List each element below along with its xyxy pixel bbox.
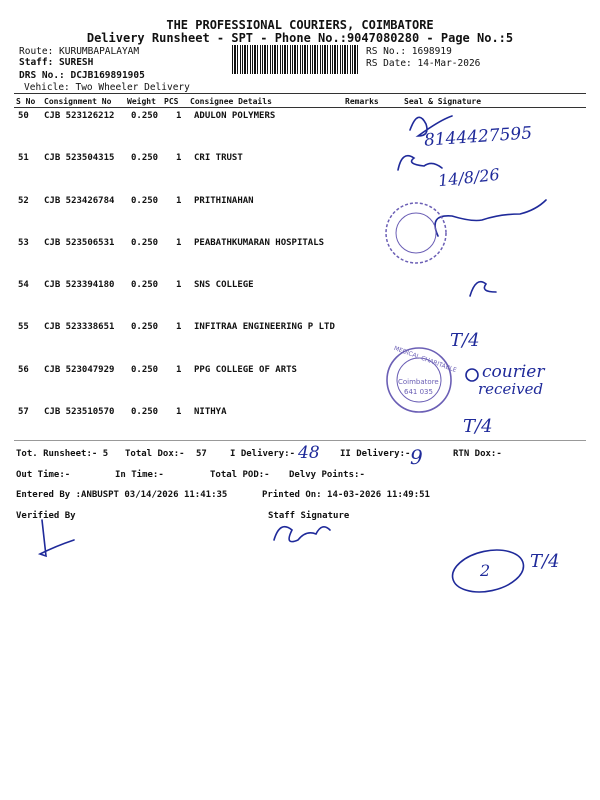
col-consignment: Consignment No: [44, 97, 112, 106]
ii-delivery-label: II Delivery:-: [340, 449, 411, 459]
delvy-points-label: Delvy Points:-: [289, 470, 365, 480]
in-time-label: In Time:-: [115, 470, 164, 480]
runsheet-subtitle: Delivery Runsheet - SPT - Phone No.:9047080280 - Page No.:5: [86, 31, 514, 45]
drs-number: DRS No.: DCJB169891905: [19, 70, 145, 81]
signature-scribble-51: [398, 156, 442, 170]
row-consignee: CRI TRUST: [194, 153, 243, 163]
row-consignment: CJB 523394180: [44, 280, 115, 290]
stamp-ring-text: MEDICAL CHARITABLE: [392, 344, 458, 375]
row-weight: 0.250: [131, 280, 159, 290]
row-weight: 0.250: [131, 153, 159, 163]
row-consignment: CJB 523510570: [44, 407, 115, 417]
row-weight: 0.250: [131, 365, 159, 375]
row-consignment: CJB 523338651: [44, 322, 115, 332]
col-sno: S No: [16, 97, 36, 106]
row-consignee: SNS COLLEGE: [194, 280, 254, 290]
hw-received: received: [478, 380, 544, 398]
row-sno: 53: [18, 238, 29, 248]
row-weight: 0.250: [131, 407, 159, 417]
hw-footer-tl: T/4: [530, 551, 560, 572]
col-remarks: Remarks: [345, 97, 379, 106]
row-consignee: PEABATHKUMARAN HOSPITALS: [194, 238, 325, 248]
row-sno: 56: [18, 365, 29, 375]
hw-ii-delivery: 9: [410, 445, 423, 469]
row-sno: 52: [18, 196, 29, 206]
row-sno: 55: [18, 322, 29, 332]
stamp-pin: 641 035: [404, 388, 433, 396]
total-dox-label: Total Dox:-: [125, 449, 185, 459]
verified-by-label: Verified By: [16, 511, 76, 521]
row-consignment: CJB 523126212: [44, 111, 115, 121]
row-consignment: CJB 523506531: [44, 238, 115, 248]
i-delivery-label: I Delivery:-: [230, 449, 296, 459]
hw-i-delivery: 48: [298, 443, 320, 463]
row-consignee: INFITRAA ENGINEERING P LTD: [194, 322, 335, 332]
printed-on: Printed On: 14-03-2026 11:49:51: [262, 490, 430, 500]
verified-signature: [40, 520, 74, 556]
row-pcs: 1: [176, 196, 182, 206]
row-pcs: 1: [176, 111, 182, 121]
row-weight: 0.250: [131, 111, 159, 121]
route-label: Route: KURUMBAPALAYAM: [19, 46, 140, 57]
company-title: THE PROFESSIONAL COURIERS, COIMBATORE: [166, 18, 434, 32]
rs-number: RS No.: 1698919: [366, 46, 452, 57]
row-weight: 0.250: [131, 322, 159, 332]
col-pcs: PCS: [164, 97, 179, 106]
total-pod-label: Total POD:-: [210, 470, 270, 480]
row-pcs: 1: [176, 238, 182, 248]
col-consignee: Consignee Details: [190, 97, 272, 106]
row-pcs: 1: [176, 322, 182, 332]
vehicle-label: Vehicle: Two Wheeler Delivery: [24, 82, 190, 93]
row-pcs: 1: [176, 365, 182, 375]
row-consignee: NITHYA: [194, 407, 227, 417]
row-pcs: 1: [176, 153, 182, 163]
staff-signature-scribble: [274, 527, 330, 542]
row-consignment: CJB 523047929: [44, 365, 115, 375]
row-sno: 51: [18, 153, 29, 163]
signature-scribble-54: [470, 282, 496, 296]
row-weight: 0.250: [131, 196, 159, 206]
row-consignment: CJB 523504315: [44, 153, 115, 163]
hw-phone: 8144427595: [423, 123, 533, 151]
hw-tl-1: T/4: [450, 330, 480, 351]
row-consignment: CJB 523426784: [44, 196, 115, 206]
row-sno: 50: [18, 111, 29, 121]
out-time-label: Out Time:-: [16, 470, 71, 480]
hw-date: 14/8/26: [437, 164, 501, 191]
row-sno: 57: [18, 407, 29, 417]
staff-signature-label: Staff Signature: [268, 511, 350, 521]
col-seal-signature: Seal & Signature: [404, 97, 482, 106]
hw-courier: courier: [482, 362, 545, 382]
row-pcs: 1: [176, 407, 182, 417]
row-consignee: ADULON POLYMERS: [194, 111, 276, 121]
row-consignee: PRITHINAHAN: [194, 196, 254, 206]
total-dox-value: 57: [196, 449, 207, 459]
bullet-circle: [466, 369, 478, 381]
row-weight: 0.250: [131, 238, 159, 248]
hw-circled-number: 2: [480, 561, 491, 580]
col-weight: Weight: [127, 97, 156, 106]
tot-runsheet: Tot. Runsheet:- 5: [16, 449, 109, 459]
rtn-dox-label: RTN Dox:-: [453, 449, 502, 459]
stamp-city: Coimbatore: [398, 378, 439, 386]
entered-by: Entered By :ANBUSPT 03/14/2026 11:41:35: [16, 490, 228, 500]
row-consignee: PPG COLLEGE OF ARTS: [194, 365, 297, 375]
hw-tl-2: T/4: [463, 416, 493, 437]
staff-label: Staff: SURESH: [19, 57, 94, 68]
rs-date: RS Date: 14-Mar-2026: [366, 58, 481, 69]
row-sno: 54: [18, 280, 29, 290]
row-pcs: 1: [176, 280, 182, 290]
signature-scribble-53: [435, 200, 546, 236]
